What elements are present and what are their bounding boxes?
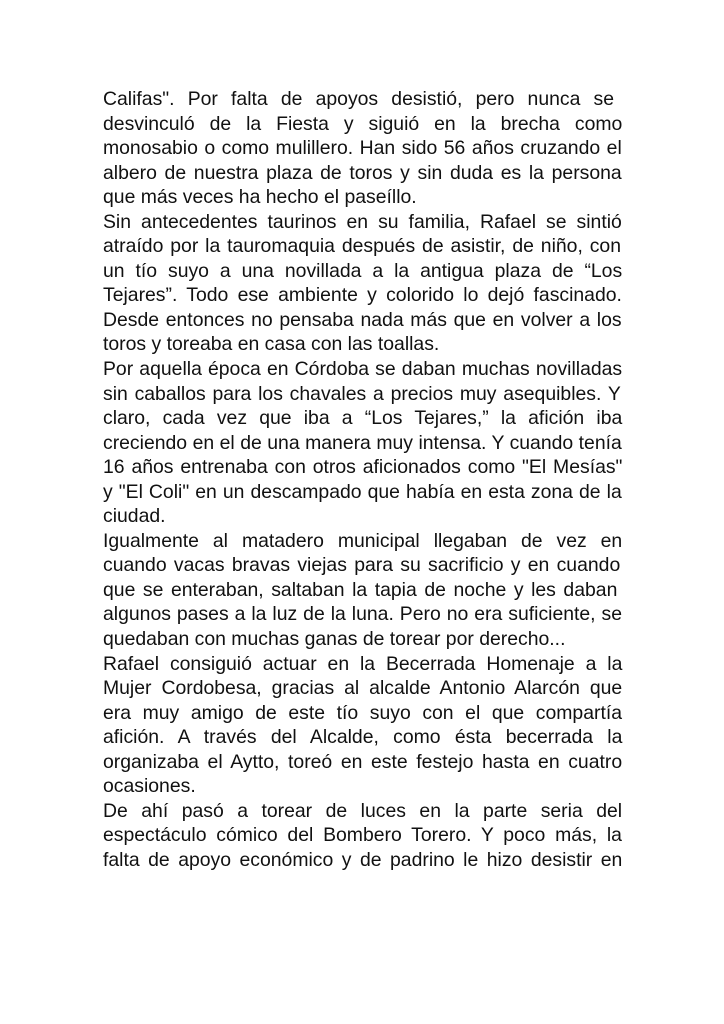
text-line: que más veces ha hecho el paseíllo. [103,186,417,209]
text-line: creciendo en el de una manera muy intensa. Y cuando tenía [103,431,622,454]
text-line: un tío suyo a una novillada a la antigua plaza de “Los [103,259,623,282]
paragraph-3 [103,357,622,529]
text-line: Igualmente al matadero municipal llegaban de vez en [103,529,623,552]
paragraph-1 [103,87,622,210]
paragraph-4 [103,529,622,652]
text-line: Desde entonces no pensaba nada más que en volver a los [103,308,622,331]
body-text [103,87,622,873]
text-line: claro, cada vez que iba a “Los Tejares,” la afición iba [103,407,623,430]
text-line: Por aquella época en Córdoba se daban muchas novilladas [103,358,623,381]
text-line: sin caballos para los chavales a precios muy asequibles. Y [103,382,621,405]
text-line: afición. A través del Alcalde, como ésta becerrada la [103,726,623,749]
text-line: Rafael consiguió actuar en la Becerrada Homenaje a la [103,652,623,675]
text-line: desvinculó de la Fiesta y siguió en la brecha como [103,112,623,135]
text-line: cuando vacas bravas viejas para su sacrificio y en cuando [103,554,621,577]
text-line: atraído por la tauromaquia después de asistir, de niño, con [103,235,621,258]
text-line: Mujer Cordobesa, gracias al alcalde Antonio Alarcón que [103,677,623,700]
text-line: quedaban con muchas ganas de torear por derecho... [103,628,566,651]
text-line: espectáculo cómico del Bombero Torero. Y poco más, la [103,824,622,847]
text-line: y "El Coli" en un descampado que había en esta zona de la [103,480,622,503]
paragraph-2 [103,210,622,357]
text-line: algunos pases a la luz de la luna. Pero no era suficiente, se [103,603,623,626]
text-line: albero de nuestra plaza de toros y sin duda es la persona [103,161,622,184]
paragraph-5 [103,652,622,799]
text-line: Tejares”. Todo ese ambiente y colorido lo dejó fascinado. [103,284,622,307]
text-line: ciudad. [103,505,166,528]
text-line: era muy amigo de este tío suyo con el que compartía [103,701,623,724]
text-line: falta de apoyo económico y de padrino le hizo desistir en [103,848,623,871]
text-line: ocasiones. [103,775,196,798]
text-line: toros y toreaba en casa con las toallas. [103,333,440,356]
text-line: 16 años entrenaba con otros aficionados como "El Mesías" [103,456,623,479]
text-line: De ahí pasó a torear de luces en la parte seria del [103,799,623,822]
paragraph-6 [103,799,622,873]
text-line: Califas". Por falta de apoyos desistió, pero nunca se [103,88,615,110]
text-line: que se enteraban, saltaban la tapia de noche y les daban [103,578,618,601]
text-line: Sin antecedentes taurinos en su familia, Rafael se sintió [103,210,622,233]
text-line: organizaba el Aytto, toreó en este festejo hasta en cuatro [103,750,623,773]
text-line: monosabio o como mulillero. Han sido 56 años cruzando el [103,137,622,160]
